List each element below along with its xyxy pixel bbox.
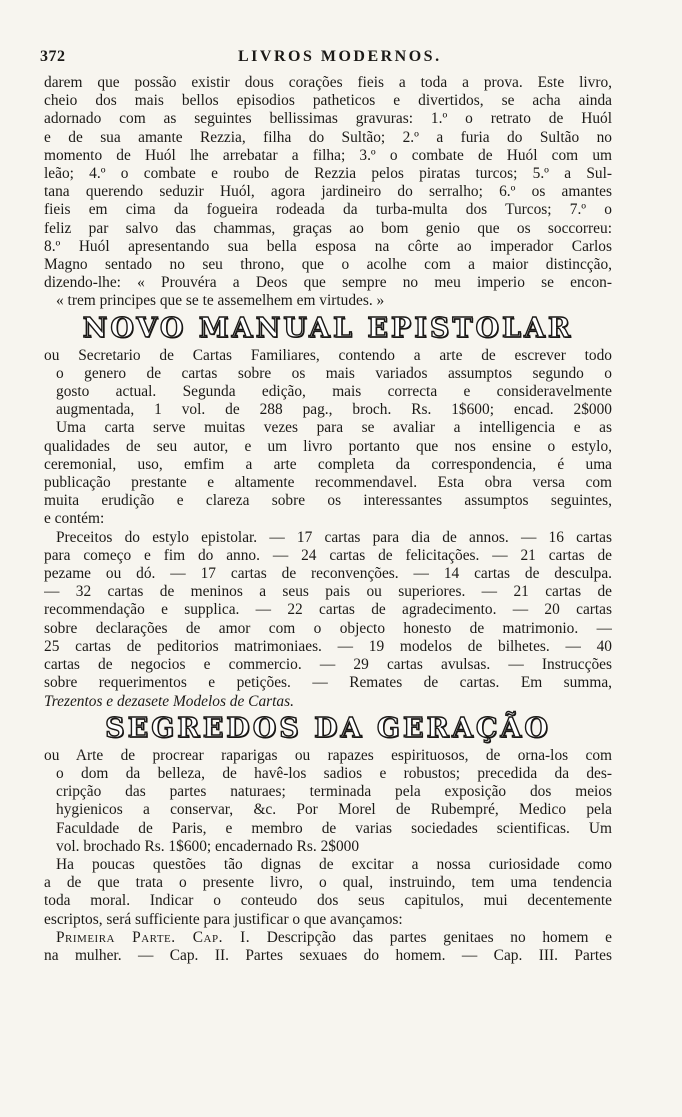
text-line: toda moral. Indicar o conteudo dos seus capitulos, mui decentemente [44, 892, 612, 910]
text-line: dizendo-lhe: « Prouvéra a Deos que sempre no meu imperio se encon- [44, 274, 612, 292]
text-line: « trem principes que se te assemelhem em virtudes. » [56, 292, 385, 310]
book-entry-novo-manual [44, 313, 612, 711]
text-line: pezame ou dó. — 17 cartas de reconvenções. — 14 cartas de desculpa. [44, 565, 612, 583]
text-line: fieis em cima da fogueira rodeada da turba-multa dos Turcos; 7.º o [44, 201, 612, 219]
text-line: darem que possão existir dous corações fieis a toda a prova. Este livro, [44, 74, 612, 91]
text-line: na mulher. — Cap. II. Partes sexuaes do homem. — Cap. III. Partes [44, 946, 612, 964]
text-line: feliz par salvo das chammas, graças ao bom genio que os soccorreu: [44, 219, 612, 237]
text-line: Faculdade de Paris, e membro de varias sociedades scientificas. Um [56, 819, 612, 837]
text-line: sobre declarações de amor com o objecto honesto de matrimonio. — [44, 619, 612, 637]
text-line: sobre requerimentos e petições. — Remates de cartas. Em summa, [44, 674, 612, 692]
text-line: augmentada, 1 vol. de 288 pag., broch. Rs. 1$600; encad. 2$000 [56, 401, 612, 419]
text-line: ou Secretario de Cartas Familiares, contendo a arte de escrever todo [44, 346, 612, 364]
text-line: cripção das partes naturaes; terminada pela exposição dos meios [56, 783, 612, 801]
text-line: cartas de negocios e commercio. — 29 cartas avulsas. — Instrucções [44, 656, 612, 674]
text-line: para começo e fim do anno. — 24 cartas de felicitações. — 21 cartas de [44, 546, 612, 564]
text-line: muita erudição e clareza sobre os interessantes assumptos seguintes, [44, 492, 612, 510]
text-line: Ha poucas questões tão dignas de excitar a nossa curiosidade como [56, 855, 612, 873]
text-line: — 32 cartas de meninos a seus pais ou superiores. — 21 cartas de [44, 583, 612, 601]
running-title: LIVROS MODERNOS. [238, 48, 442, 65]
text-line: tana querendo seduzir Huól, agora jardineiro do serralho; 6.º os amantes [44, 183, 612, 201]
text-line: Magno sentado no seu throno, que o acolhe com a maior distincção, [44, 256, 612, 274]
text-line: Uma carta serve muitas vezes para se avaliar a intelligencia e as [56, 419, 612, 437]
page-header [40, 48, 618, 72]
entry-title: NOVO MANUAL EPISTOLAR [82, 312, 574, 344]
continuation-paragraph [44, 74, 612, 311]
text-line: 25 cartas de peditorios matrimoniaes. — 19 modelos de bilhetes. — 40 [44, 637, 612, 655]
text-line: gosto actual. Segunda edição, mais correcta e consideravelmente [56, 383, 612, 401]
text-line: qualidades de seu autor, e um livro portanto que nos ensine o estylo, [44, 437, 612, 455]
text-line: 8.º Huól apresentando sua bella esposa na côrte ao imperador Carlos [44, 237, 612, 255]
text-line [44, 929, 612, 947]
text-line: hygienicos a conservar, &c. Por Morel de Rubempré, Medico pela [56, 801, 612, 819]
page-body [44, 74, 612, 965]
entry-title: SEGREDOS DA GERAÇÃO [105, 712, 551, 744]
text-line: adornado com as seguintes bellissimas gravuras: 1.º o retrato de Huól [44, 110, 612, 128]
text-fragment: Descripção das partes genitaes no homem e [250, 928, 612, 946]
text-line: ou Arte de procrear raparigas ou rapazes espirituosos, de orna-los com [44, 746, 612, 764]
book-entry-segredos [44, 713, 612, 965]
text-line: momento de Huól lhe arrebatar a filha; 3.º o combate de Huól com um [44, 146, 612, 164]
text-line: ceremonial, uso, emfim a arte completa da correspondencia, é uma [44, 455, 612, 473]
text-line: leão; 4.º o combate e roubo de Rezzia pelos piratas turcos; 5.º a Sul- [44, 165, 612, 183]
text-line: o genero de cartas sobre os mais variados assumptos segundo o [56, 364, 612, 382]
text-line: publicação prestante e altamente recommendavel. Esta obra versa com [44, 474, 612, 492]
text-line: cheio dos mais bellos episodios patheticos e divertidos, se acha ainda [44, 92, 612, 110]
text-line: e contém: [44, 510, 105, 528]
text-line: Preceitos do estylo epistolar. — 17 cartas para dia de annos. — 16 cartas [56, 528, 612, 546]
text-line: recommendação e supplica. — 22 cartas de agradecimento. — 20 cartas [44, 601, 612, 619]
text-line: a de que trata o presente livro, o qual, instruindo, tem uma tendencia [44, 874, 612, 892]
text-line: o dom da belleza, de havê-los sadios e robustos; precedida da des- [56, 764, 612, 782]
chapter-heading: Primeira Parte. Cap. I. [56, 928, 251, 946]
page-number: 372 [40, 48, 66, 65]
text-line: escriptos, será sufficiente para justificar o que avançamos: [44, 910, 403, 928]
text-line: vol. brochado Rs. 1$600; encadernado Rs. 2$000 [56, 837, 360, 855]
text-line: Trezentos e dezasete Modelos de Cartas. [44, 692, 294, 710]
text-line: e de sua amante Rezzia, filha do Sultão; 2.º a furia do Sultão no [44, 128, 612, 146]
